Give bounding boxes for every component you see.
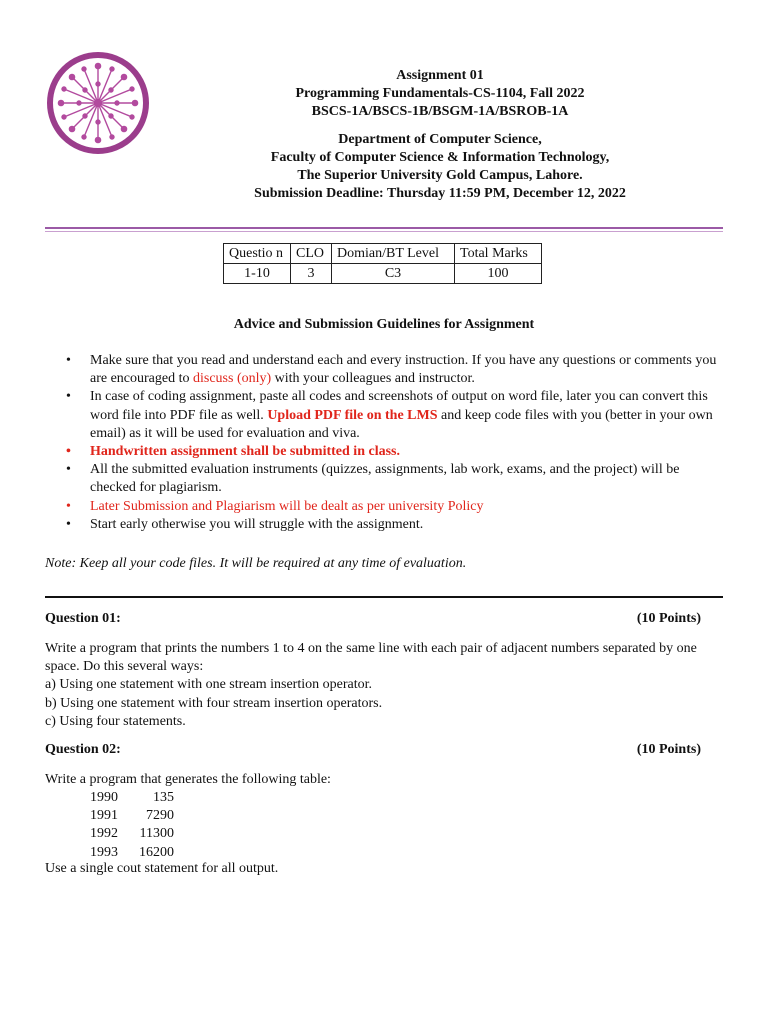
table-value: 11300 [139,826,174,842]
clo-cell-level: C3 [332,264,455,284]
guideline-text: with your colleagues and instructor. [271,371,475,387]
table-year: 1992 [90,826,118,842]
guideline-item [45,352,725,388]
question-points: (10 Points) [636,611,701,626]
course-title: Programming Fundamentals-CS-1104, Fall 2022 [295,86,585,101]
document-header [160,67,720,203]
university: The Superior University Gold Campus, Lahore. [297,168,583,183]
clo-table-row [224,264,542,284]
clo-cell-marks: 100 [455,264,542,284]
output-table-row [90,844,174,862]
clo-cell-clo: 3 [291,264,332,284]
header-divider [45,227,723,229]
guideline-text: and keep code files with you (better in your own email) as it will be used for evaluation and viva. [90,407,713,441]
university-logo-icon [45,50,151,156]
output-table-row [90,825,174,843]
header-divider-secondary [45,231,723,232]
guideline-item-handwritten: • Handwritten assignment shall be submitted in class. [45,443,725,461]
output-table-row [90,807,174,825]
guideline-text: In case of coding assignment, paste all codes and screenshots of output on word file, later you can convert this word file into PDF file as well. [90,389,708,423]
guidelines-list [45,352,725,534]
clo-header-clo: CLO [291,244,332,264]
table-year: 1993 [90,844,118,860]
question-text: Write a program that prints the numbers 1 to 4 on the same line with each pair of adjacent numbers separated by one space. Do this several ways: [45,641,697,675]
question-01-body [45,640,723,731]
clo-cell-question: 1-10 [224,264,291,284]
table-value: 16200 [139,844,174,860]
table-year: 1990 [90,790,118,805]
guideline-highlight: Upload PDF file on the LMS [267,407,438,423]
question-part-b: b) Using one statement with four stream insertion operators. [45,695,383,711]
clo-table [223,243,542,284]
output-table [90,789,174,862]
guideline-item: • Start early otherwise you will struggle with the assignment. [45,516,725,534]
clo-header-question: Questio n [224,244,291,264]
question-title: Question 01: [45,611,121,626]
guideline-item: • All the submitted evaluation instruments (quizzes, assignments, lab work, exams, and the project) will be checked for plagiarism. [45,461,725,497]
question-02-instruction: Use a single cout statement for all output. [45,861,279,876]
clo-header-level: Domian/BT Level [332,244,455,264]
assignment-title: Assignment 01 [396,68,484,83]
note: Note: Keep all your code files. It will be required at any time of evaluation. [45,556,467,571]
question-02-header [45,742,701,758]
guideline-highlight: discuss (only) [193,371,272,387]
table-year: 1991 [90,808,118,824]
question-part-c: c) Using four statements. [45,713,186,729]
question-02-text: Write a program that generates the following table: [45,772,331,787]
department: Department of Computer Science, [338,132,542,147]
guideline-item-plagiarism: • Later Submission and Plagiarism will be dealt as per university Policy [45,498,725,516]
sections: BSCS-1A/BSCS-1B/BSGM-1A/BSROB-1A [311,104,569,119]
table-value: 7290 [146,808,174,824]
clo-table-header-row [224,244,542,264]
output-table-row [90,789,174,807]
submission-deadline: Submission Deadline: Thursday 11:59 PM, December 12, 2022 [254,186,626,201]
faculty: Faculty of Computer Science & Information Technology, [270,150,610,165]
section-divider [45,596,723,598]
question-title: Question 02: [45,742,121,757]
question-01-header [45,611,701,627]
clo-header-marks: Total Marks [455,244,542,264]
table-value: 135 [153,790,174,805]
advice-title: Advice and Submission Guidelines for Assignment [233,317,535,332]
question-points: (10 Points) [636,742,701,757]
guideline-text: Make sure that you read and understand each and every instruction. If you have any questions or comments you are encouraged to [90,353,717,387]
guideline-item [45,388,725,443]
question-part-a: a) Using one statement with one stream insertion operator. [45,677,372,693]
